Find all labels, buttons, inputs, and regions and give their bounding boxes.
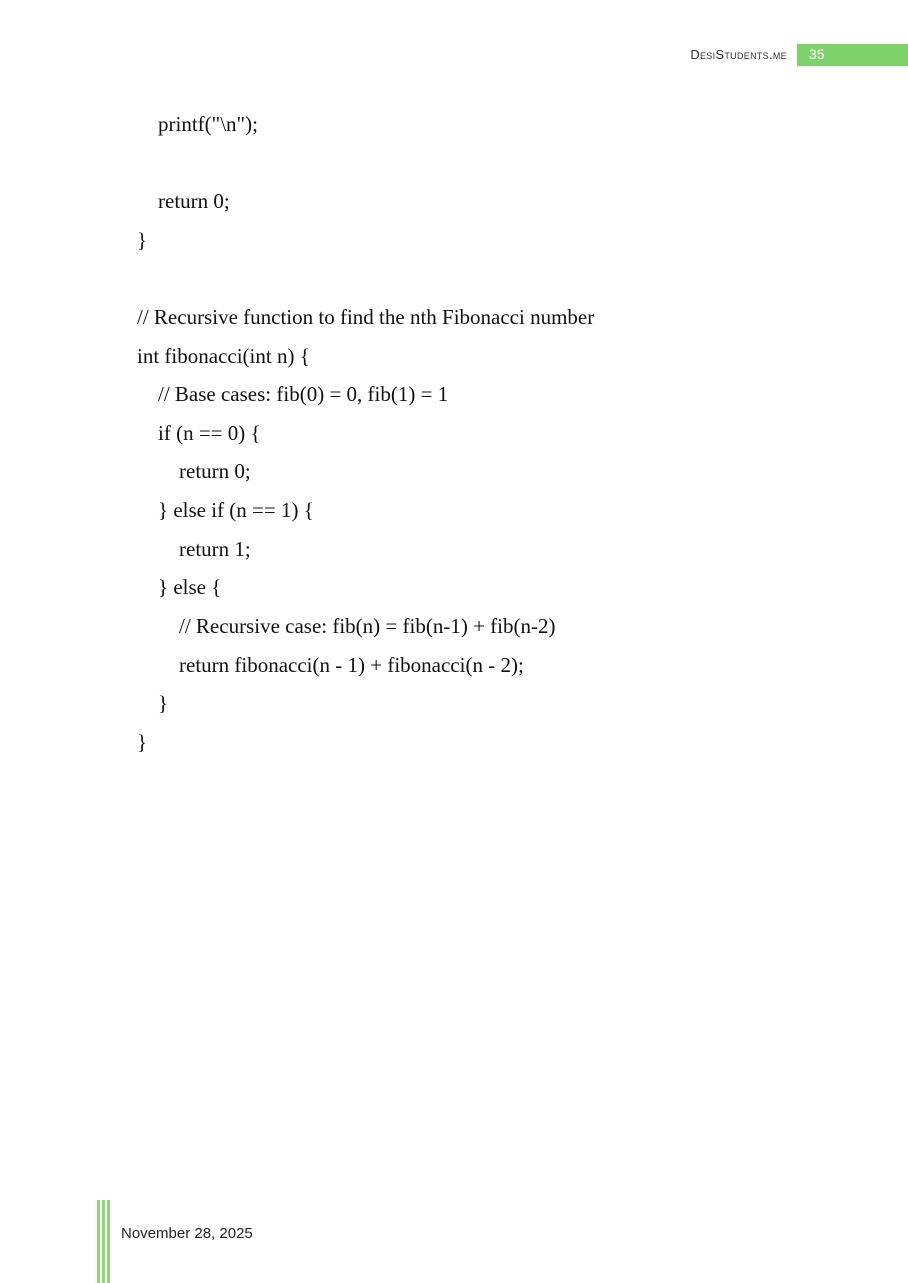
code-line: } bbox=[137, 228, 148, 252]
code-line: // Base cases: fib(0) = 0, fib(1) = 1 bbox=[158, 382, 449, 406]
page-number: 35 bbox=[809, 46, 825, 62]
code-line: int fibonacci(int n) { bbox=[137, 344, 310, 368]
code-line: return 0; bbox=[179, 459, 251, 483]
code-line: return fibonacci(n - 1) + fibonacci(n - 2); bbox=[179, 653, 524, 677]
code-line: return 1; bbox=[179, 537, 251, 561]
code-line: if (n == 0) { bbox=[158, 421, 261, 445]
code-line: } bbox=[158, 691, 169, 715]
footer-bar bbox=[97, 1200, 100, 1283]
footer-decoration bbox=[97, 1200, 109, 1283]
code-line: printf("\n"); bbox=[158, 112, 258, 136]
code-line: } else { bbox=[158, 575, 222, 599]
code-line: return 0; bbox=[158, 189, 230, 213]
code-line: // Recursive case: fib(n) = fib(n-1) + fib(n-2) bbox=[179, 614, 556, 638]
code-line: } bbox=[137, 730, 148, 754]
code-line: // Recursive function to find the nth Fibonacci number bbox=[137, 305, 595, 329]
footer-date: November 28, 2025 bbox=[121, 1225, 253, 1242]
code-line: } else if (n == 1) { bbox=[158, 498, 314, 522]
site-name: DesiStudents.me bbox=[690, 47, 787, 62]
footer-bar bbox=[107, 1200, 110, 1283]
footer-bar bbox=[102, 1200, 105, 1283]
